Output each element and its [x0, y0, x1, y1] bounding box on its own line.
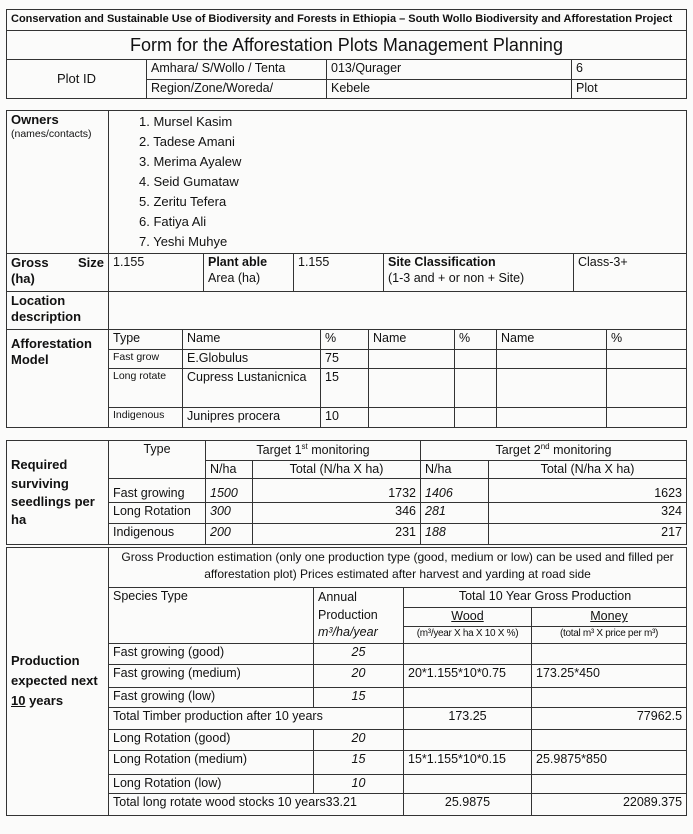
- model-name: Junipres procera: [183, 408, 321, 428]
- seedling-n2: 1406: [421, 479, 489, 503]
- seedling-t1: 231: [253, 524, 421, 545]
- timber-total-label: Total Timber production after 10 years: [109, 707, 404, 729]
- seedling-n2: 188: [421, 524, 489, 545]
- species-row: Fast growing (medium): [109, 664, 314, 687]
- species-row: Long Rotation (medium): [109, 750, 314, 774]
- owner-item: 5. Zeritu Tefera: [139, 194, 227, 209]
- seedlings-section: [6, 440, 687, 545]
- species-row: Long Rotation (good): [109, 729, 314, 750]
- model-header-pct: %: [321, 330, 369, 350]
- seedling-type: Long Rotation: [109, 503, 206, 524]
- model-label: Model: [11, 352, 49, 368]
- owner-item: 1. Mursel Kasim: [139, 114, 233, 129]
- form-header: [6, 9, 687, 99]
- target1-header: Target 1st monitoring: [206, 441, 421, 461]
- unit-label: m³/ha/year: [318, 625, 378, 639]
- site-label: Site Classification: [388, 255, 496, 269]
- model-type: Indigenous: [109, 408, 183, 428]
- wood-formula-note: (m³/year X ha X 10 X %): [404, 626, 532, 643]
- size-label: Size: [77, 255, 104, 270]
- project-title: Conservation and Sustainable Use of Biodiversity and Forests in Ethiopia – South Wollo Biodiversity and Afforestation Project: [7, 10, 687, 31]
- model-pct: 75: [321, 350, 369, 369]
- years-label: years: [25, 693, 64, 709]
- location-label: Location: [11, 293, 66, 308]
- ten-label: 10: [11, 693, 26, 709]
- kebele-label: Kebele: [327, 80, 572, 99]
- long-money-formula: 25.9875*850: [532, 750, 687, 774]
- region-label: Region/Zone/Woreda/: [147, 80, 327, 99]
- seedling-t1: 346: [253, 503, 421, 524]
- species-row: Fast growing (good): [109, 643, 314, 664]
- production-label: Production: [11, 653, 80, 669]
- gross-size-section: [6, 253, 687, 292]
- plantable-label: Plant able: [208, 255, 268, 269]
- stock-total-label: Total long rotate wood stocks 10 years33.21: [109, 793, 404, 815]
- seedling-n1: 200: [206, 524, 253, 545]
- model-header-name: Name: [183, 330, 321, 350]
- model-pct: 10: [321, 408, 369, 428]
- gross-value: 1.155: [109, 254, 204, 292]
- location-value: [109, 292, 687, 330]
- plantable-value: 1.155: [294, 254, 384, 292]
- model-header-pct: %: [455, 330, 497, 350]
- money-formula-note: (total m³ X price per m³): [532, 626, 687, 643]
- production-note: Gross Production estimation (only one production type (good, medium or low) can be used and filled per afforestation plot) Prices estimated after harvest and yarding at road side: [109, 548, 687, 588]
- seedling-n1: 1500: [206, 479, 253, 503]
- money-header: Money: [590, 609, 628, 623]
- seedling-n1: 300: [206, 503, 253, 524]
- species-row: Long Rotation (low): [109, 774, 314, 793]
- seedling-t2: 217: [489, 524, 687, 545]
- seedling-type: Indigenous: [109, 524, 206, 545]
- model-name: E.Globulus: [183, 350, 321, 369]
- production-section: [6, 547, 687, 816]
- seedling-type: Fast growing: [109, 479, 206, 503]
- species-row: Fast growing (low): [109, 687, 314, 707]
- owners-sublabel: (names/contacts): [11, 128, 92, 141]
- species-header: Species Type: [109, 588, 314, 644]
- total-header: Total (N/ha X ha): [489, 460, 687, 479]
- total-header: Total (N/ha X ha): [253, 460, 421, 479]
- fast-wood-formula: 20*1.155*10*0.75: [404, 664, 532, 687]
- model-type: Fast grow: [109, 350, 183, 369]
- annual-label: Annual: [318, 590, 357, 604]
- production-sub-label: Production: [318, 607, 378, 622]
- plot-value: 6: [572, 60, 687, 80]
- owner-item: 6. Fatiya Ali: [139, 214, 207, 229]
- model-header-pct: %: [607, 330, 687, 350]
- owner-item: 7. Yeshi Muhye: [139, 234, 228, 249]
- owners-section: [6, 110, 687, 254]
- annual-value: 20: [314, 664, 404, 687]
- site-value: Class-3+: [574, 254, 687, 292]
- annual-value: 20: [314, 729, 404, 750]
- model-type: Long rotate: [109, 369, 183, 408]
- owners-label: Owners: [11, 112, 59, 127]
- annual-value: 15: [314, 750, 404, 774]
- seedling-t2: 324: [489, 503, 687, 524]
- timber-wood-total: 173.25: [404, 707, 532, 729]
- region-value: Amhara/ S/Wollo / Tenta: [147, 60, 327, 80]
- timber-money-total: 77962.5: [532, 707, 687, 729]
- model-header-name: Name: [497, 330, 607, 350]
- site-sub: (1-3 and + or non + Site): [388, 270, 525, 285]
- description-label: description: [11, 309, 82, 325]
- model-name: Cupress Lustanicnica: [183, 369, 321, 408]
- plot-id-label: Plot ID: [7, 60, 147, 99]
- annual-value: 25: [314, 643, 404, 664]
- form-title: Form for the Afforestation Plots Management Planning: [7, 30, 687, 60]
- seedling-t2: 1623: [489, 479, 687, 503]
- annual-value: 10: [314, 774, 404, 793]
- owner-item: 2. Tadese Amani: [139, 134, 235, 149]
- plot-label: Plot: [572, 80, 687, 99]
- nha-header: N/ha: [206, 460, 253, 479]
- stock-wood-total: 25.9875: [404, 793, 532, 815]
- nha-header: N/ha: [421, 460, 489, 479]
- long-wood-formula: 15*1.155*10*0.15: [404, 750, 532, 774]
- ha-label: (ha): [11, 271, 35, 287]
- plantable-sub: Area (ha): [208, 270, 261, 285]
- model-pct: 15: [321, 369, 369, 408]
- fast-money-formula: 173.25*450: [532, 664, 687, 687]
- model-header-name: Name: [369, 330, 455, 350]
- location-section: [6, 291, 687, 330]
- expected-label: expected next: [11, 673, 98, 689]
- target2-header: Target 2nd monitoring: [421, 441, 687, 461]
- seedling-t1: 1732: [253, 479, 421, 503]
- wood-header: Wood: [451, 609, 484, 623]
- seedlings-type-header: Type: [109, 441, 206, 479]
- seedling-n2: 281: [421, 503, 489, 524]
- owner-item: 4. Seid Gumataw: [139, 174, 239, 189]
- gross-label: Gross: [11, 255, 49, 270]
- model-header-type: Type: [109, 330, 183, 350]
- annual-value: 15: [314, 687, 404, 707]
- stock-money-total: 22089.375: [532, 793, 687, 815]
- owner-item: 3. Merima Ayalew: [139, 154, 242, 169]
- afforestation-label: Afforestation: [11, 336, 92, 351]
- seedlings-label: Required surviving seedlings per ha: [7, 441, 109, 545]
- total-production-header: Total 10 Year Gross Production: [404, 588, 687, 608]
- kebele-value: 013/Qurager: [327, 60, 572, 80]
- afforestation-model-section: [6, 329, 687, 428]
